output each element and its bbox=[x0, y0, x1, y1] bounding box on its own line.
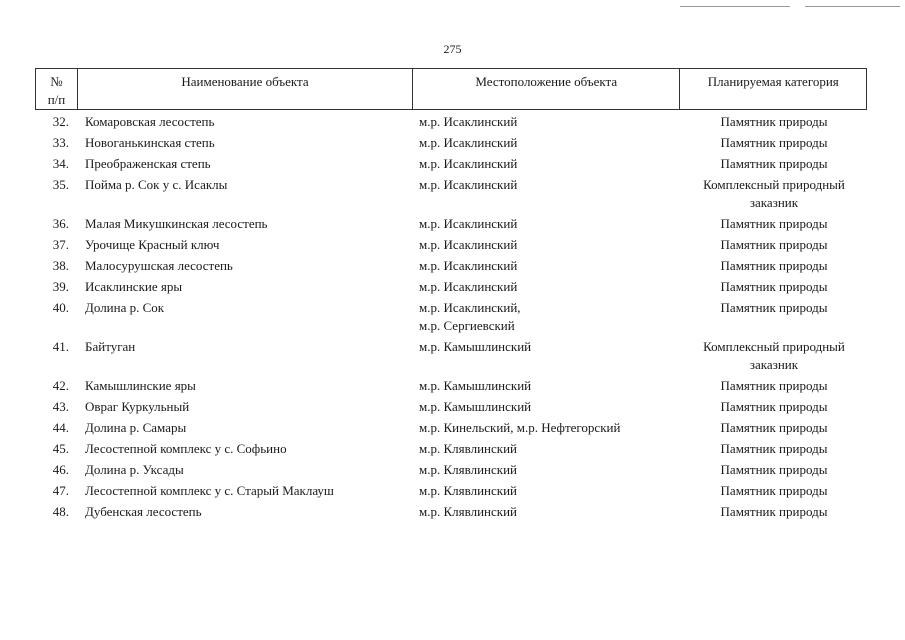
header-location: Местоположение объекта bbox=[413, 69, 680, 109]
category-line: Памятник природы bbox=[720, 483, 828, 498]
row-number: 33. bbox=[52, 135, 69, 150]
planned-category bbox=[681, 503, 867, 521]
category-line: Комплексный природный bbox=[703, 339, 845, 354]
table-row bbox=[35, 152, 867, 173]
table-row bbox=[35, 395, 867, 416]
category-line: Памятник природы bbox=[720, 441, 828, 456]
location-line: м.р. Клявлинский bbox=[419, 462, 517, 477]
planned-category bbox=[681, 257, 867, 275]
row-number: 47. bbox=[52, 483, 69, 498]
table-row bbox=[35, 479, 867, 500]
table-row bbox=[35, 131, 867, 152]
scan-edge-line bbox=[680, 6, 790, 7]
object-name: Овраг Куркульный bbox=[85, 399, 190, 414]
location-line: м.р. Камышлинский bbox=[419, 399, 532, 414]
location-line: м.р. Исаклинский, bbox=[419, 300, 521, 315]
planned-category bbox=[681, 419, 867, 437]
object-location bbox=[413, 503, 681, 521]
object-location bbox=[413, 377, 681, 395]
object-location bbox=[413, 257, 681, 275]
scan-edge-line bbox=[805, 6, 900, 7]
header-number bbox=[36, 69, 78, 109]
page-number: 275 bbox=[443, 42, 462, 56]
category-line: Памятник природы bbox=[720, 258, 828, 273]
category-line: Памятник природы bbox=[720, 216, 828, 231]
object-name: Лесостепной комплекс у с. Старый Маклауш bbox=[85, 483, 334, 498]
object-name: Исаклинские яры bbox=[85, 279, 183, 294]
object-name: Урочище Красный ключ bbox=[85, 237, 220, 252]
planned-category bbox=[681, 377, 867, 395]
table-header bbox=[35, 68, 867, 110]
planned-category bbox=[681, 215, 867, 233]
planned-category bbox=[681, 236, 867, 254]
row-number: 40. bbox=[52, 300, 69, 315]
row-number: 43. bbox=[52, 399, 69, 414]
category-line: Памятник природы bbox=[720, 114, 828, 129]
object-location bbox=[413, 155, 681, 173]
object-name: Новоганькинская степь bbox=[85, 135, 215, 150]
table-row bbox=[35, 500, 867, 521]
row-number: 44. bbox=[52, 420, 69, 435]
planned-category bbox=[681, 134, 867, 152]
location-line: м.р. Камышлинский bbox=[419, 378, 532, 393]
row-number: 36. bbox=[52, 216, 69, 231]
planned-category bbox=[681, 176, 867, 212]
object-location bbox=[413, 440, 681, 458]
object-name: Преображенская степь bbox=[85, 156, 211, 171]
location-line: м.р. Кинельский, м.р. Нефтегорский bbox=[419, 420, 621, 435]
location-line: м.р. Клявлинский bbox=[419, 441, 517, 456]
category-line: Памятник природы bbox=[720, 462, 828, 477]
location-line: м.р. Исаклинский bbox=[419, 258, 518, 273]
table-row bbox=[35, 110, 867, 131]
object-location bbox=[413, 482, 681, 500]
row-number: 45. bbox=[52, 441, 69, 456]
object-location bbox=[413, 215, 681, 233]
row-number: 35. bbox=[52, 177, 69, 192]
object-name: Байтуган bbox=[85, 339, 136, 354]
row-number: 32. bbox=[52, 114, 69, 129]
object-location bbox=[413, 134, 681, 152]
planned-category bbox=[681, 113, 867, 131]
object-name: Дубенская лесостепь bbox=[85, 504, 202, 519]
category-line: Памятник природы bbox=[720, 279, 828, 294]
row-number: 46. bbox=[52, 462, 69, 477]
category-line: Памятник природы bbox=[720, 237, 828, 252]
category-line: Комплексный природный bbox=[703, 177, 845, 192]
object-location bbox=[413, 176, 681, 212]
planned-category bbox=[681, 398, 867, 416]
object-name: Лесостепной комплекс у с. Софьино bbox=[85, 441, 287, 456]
category-line: Памятник природы bbox=[720, 504, 828, 519]
table-row bbox=[35, 275, 867, 296]
category-line: Памятник природы bbox=[720, 420, 828, 435]
table-row bbox=[35, 335, 867, 374]
location-line: м.р. Исаклинский bbox=[419, 114, 518, 129]
category-line: заказник bbox=[749, 357, 799, 372]
table-body bbox=[35, 110, 867, 521]
header-number-line2: п/п bbox=[47, 92, 66, 107]
location-line: м.р. Исаклинский bbox=[419, 216, 518, 231]
table-row bbox=[35, 374, 867, 395]
row-number: 39. bbox=[52, 279, 69, 294]
category-line: Памятник природы bbox=[720, 156, 828, 171]
object-location bbox=[413, 236, 681, 254]
planned-category bbox=[681, 440, 867, 458]
table-row bbox=[35, 437, 867, 458]
location-line: м.р. Исаклинский bbox=[419, 135, 518, 150]
object-location bbox=[413, 461, 681, 479]
location-line: м.р. Исаклинский bbox=[419, 237, 518, 252]
location-line: м.р. Исаклинский bbox=[419, 177, 518, 192]
table-row bbox=[35, 254, 867, 275]
planned-category bbox=[681, 461, 867, 479]
object-name: Малая Микушкинская лесостепь bbox=[85, 216, 268, 231]
object-location bbox=[413, 299, 681, 335]
table-row bbox=[35, 296, 867, 335]
header-number-line1: № bbox=[50, 74, 63, 89]
location-line: м.р. Исаклинский bbox=[419, 156, 518, 171]
object-name: Комаровская лесостепь bbox=[85, 114, 215, 129]
category-line: заказник bbox=[749, 195, 799, 210]
object-name: Долина р. Сок bbox=[85, 300, 165, 315]
location-line: м.р. Камышлинский bbox=[419, 339, 532, 354]
category-line: Памятник природы bbox=[720, 378, 828, 393]
table-row bbox=[35, 212, 867, 233]
object-name: Камышлинские яры bbox=[85, 378, 196, 393]
object-name: Малосурушская лесостепь bbox=[85, 258, 233, 273]
object-location bbox=[413, 419, 681, 437]
header-category: Планируемая категория bbox=[707, 74, 839, 89]
object-location bbox=[413, 113, 681, 131]
row-number: 37. bbox=[52, 237, 69, 252]
object-name: Пойма р. Сок у с. Исаклы bbox=[85, 177, 228, 192]
object-location bbox=[413, 338, 681, 374]
location-line: м.р. Клявлинский bbox=[419, 483, 517, 498]
planned-category bbox=[681, 338, 867, 374]
row-number: 38. bbox=[52, 258, 69, 273]
table-row bbox=[35, 416, 867, 437]
object-location bbox=[413, 398, 681, 416]
planned-category bbox=[681, 482, 867, 500]
row-number: 48. bbox=[52, 504, 69, 519]
row-number: 34. bbox=[52, 156, 69, 171]
category-line: Памятник природы bbox=[720, 135, 828, 150]
object-location bbox=[413, 278, 681, 296]
object-name: Долина р. Самары bbox=[85, 420, 187, 435]
row-number: 41. bbox=[52, 339, 69, 354]
location-line: м.р. Клявлинский bbox=[419, 504, 517, 519]
location-line: м.р. Сергиевский bbox=[419, 318, 515, 333]
planned-category bbox=[681, 155, 867, 173]
table-row bbox=[35, 173, 867, 212]
object-name: Долина р. Уксады bbox=[85, 462, 184, 477]
header-name: Наименование объекта bbox=[78, 69, 413, 109]
table-row bbox=[35, 458, 867, 479]
category-line: Памятник природы bbox=[720, 300, 828, 315]
category-line: Памятник природы bbox=[720, 399, 828, 414]
planned-category bbox=[681, 299, 867, 335]
planned-category bbox=[681, 278, 867, 296]
location-line: м.р. Исаклинский bbox=[419, 279, 518, 294]
table-row bbox=[35, 233, 867, 254]
row-number: 42. bbox=[52, 378, 69, 393]
